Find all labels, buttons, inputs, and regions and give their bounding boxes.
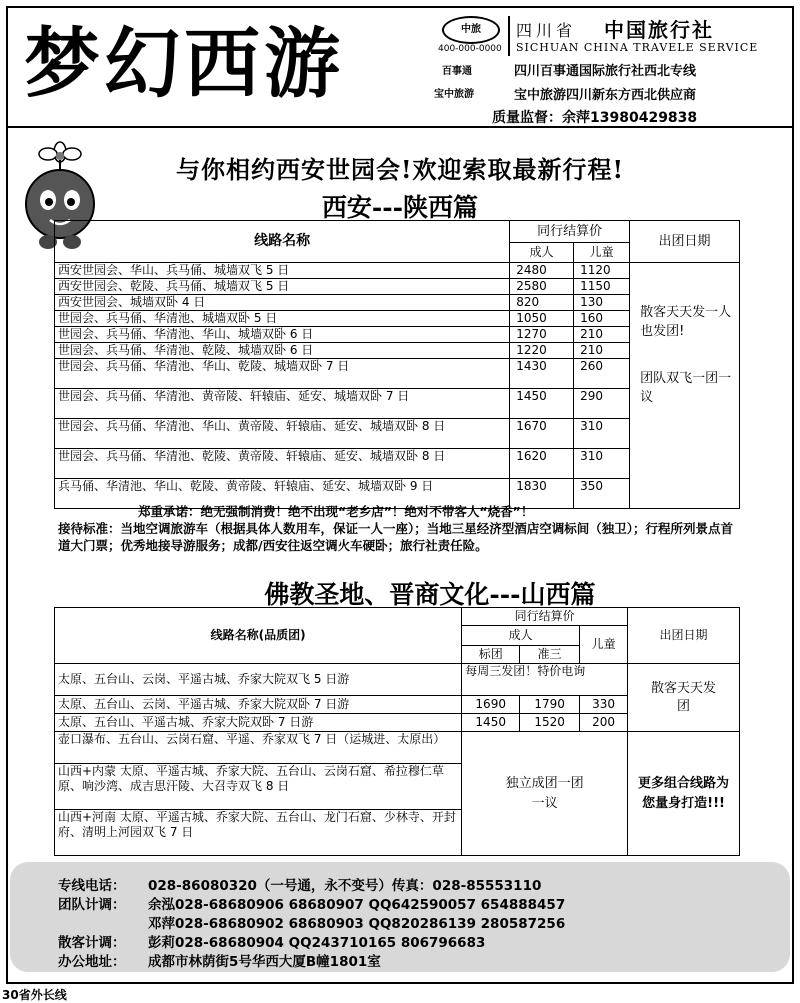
team-value-1: 余泓028-68680906 68680907 QQ642590057 654888457 [148, 897, 566, 913]
page-label: 30省外长线 [2, 988, 67, 1002]
baozhong-logo-icon: 宝中旅游 [434, 89, 474, 100]
child-price: 290 [574, 389, 630, 419]
adult-price: 1220 [510, 343, 574, 359]
partner-1: 四川百事通国际旅行社西北专线 [514, 64, 697, 79]
route-name: 世园会、兵马俑、华清池、乾陵、城墙双卧 6 日 [55, 343, 510, 359]
col-adult: 成人 [510, 243, 574, 263]
col-price: 同行结算价 [462, 608, 628, 626]
child-price: 350 [574, 479, 630, 509]
col-route-name: 线路名称(品质团) [55, 608, 462, 664]
office-value: 成都市林荫街5号华西大厦B幢1801室 [148, 954, 381, 970]
brand-title: 梦幻西游 [24, 19, 344, 108]
child-price: 210 [574, 327, 630, 343]
hotline-row [58, 874, 541, 894]
date-cell [630, 263, 740, 509]
header-divider [6, 126, 794, 128]
std-price: 1450 [462, 714, 520, 732]
retail-value: 彭莉028-68680904 QQ243710165 806796683 [148, 935, 486, 951]
adult-price: 1430 [510, 359, 574, 389]
child-price: 310 [574, 449, 630, 479]
child-price: 130 [574, 295, 630, 311]
date-note-scatter: 散客天天发一人也发团! [640, 305, 732, 339]
team-value-2: 邓萍028-68680902 68680903 QQ820286139 280587256 [148, 916, 566, 932]
section2-title: 佛教圣地、晋商文化---山西篇 [264, 580, 596, 609]
route-name: 世园会、兵马俑、华清池、华山、城墙双卧 6 日 [55, 327, 510, 343]
shanxi-route-table [54, 607, 740, 856]
route-name: 兵马俑、华清池、华山、乾陵、黄帝陵、轩辕庙、延安、城墙双卧 9 日 [55, 479, 510, 509]
col-quasi: 准三 [520, 646, 580, 664]
adult-price: 1620 [510, 449, 574, 479]
std-price: 1690 [462, 696, 520, 714]
shaanxi-route-table [54, 220, 740, 509]
adult-price: 1670 [510, 419, 574, 449]
office-label: 办公地址： [58, 954, 126, 970]
route-name: 世园会、兵马俑、华清池、城墙双卧 5 日 [55, 311, 510, 327]
col-date: 出团日期 [630, 221, 740, 263]
bst-logo-icon: 百事通 [442, 66, 472, 77]
cits-english: SICHUAN CHINA TRAVELE SERVICE [516, 41, 759, 54]
divider [508, 16, 510, 56]
service-notes [58, 503, 738, 554]
route-name: 西安世园会、华山、兵马俑、城墙双飞 5 日 [55, 263, 510, 279]
badge-sub: 400-000-0000 [438, 44, 502, 54]
hotline-label: 专线电话： [58, 878, 126, 894]
cits-name: 中国旅行社 [604, 18, 714, 42]
adult-price: 1270 [510, 327, 574, 343]
route-name: 世园会、兵马俑、华清池、华山、乾陵、城墙双卧 7 日 [55, 359, 510, 389]
adult-price: 1450 [510, 389, 574, 419]
price-note: 每周三发团！特价电询 [462, 664, 628, 696]
route-name: 太原、五台山、云岗、平遥古城、乔家大院双卧 7 日游 [55, 696, 462, 714]
standard-text: 接待标准：当地空调旅游车（根据具体人数用车，保证一人一座）；当地三星经济型酒店空调标间（独卫）；行程所列景点首道大门票；优秀地接导游服务；成都/西安往返空调火车硬卧；旅行社责任险。 [58, 521, 734, 553]
retail-label: 散客计调： [58, 935, 126, 951]
route-name: 山西+河南 太原、平遥古城、乔家大院、五台山、龙门石窟、少林寺、开封府、清明上河园双飞 7 日 [55, 810, 462, 856]
cits-badge-icon: 中旅 [442, 16, 500, 44]
team-row [58, 893, 565, 913]
route-name: 世园会、兵马俑、华清池、黄帝陵、轩辕庙、延安、城墙双卧 7 日 [55, 389, 510, 419]
group-note: 独立成团一团一议 [462, 732, 628, 856]
col-route-name: 线路名称 [55, 221, 510, 263]
route-name: 西安世园会、城墙双卧 4 日 [55, 295, 510, 311]
col-date: 出团日期 [628, 608, 740, 664]
col-child: 儿童 [580, 626, 628, 664]
child-price: 1120 [574, 263, 630, 279]
col-adult: 成人 [462, 626, 580, 646]
child-price: 330 [580, 696, 628, 714]
quasi-price: 1520 [520, 714, 580, 732]
adult-price: 820 [510, 295, 574, 311]
route-name: 壶口瀑布、五台山、云岗石窟、平遥、乔家双飞 7 日（运城进、太原出） [55, 732, 462, 764]
custom-note: 更多组合线路为您量身打造!!! [628, 732, 740, 856]
adult-price: 2480 [510, 263, 574, 279]
route-name: 世园会、兵马俑、华清池、华山、黄帝陵、轩辕庙、延安、城墙双卧 8 日 [55, 419, 510, 449]
date-note-team: 团队双飞一团一议 [640, 371, 732, 405]
child-price: 1150 [574, 279, 630, 295]
child-price: 260 [574, 359, 630, 389]
route-name: 世园会、兵马俑、华清池、乾陵、黄帝陵、轩辕庙、延安、城墙双卧 8 日 [55, 449, 510, 479]
child-price: 310 [574, 419, 630, 449]
contact-footer [10, 862, 790, 972]
section1-title: 西安---陕西篇 [321, 193, 479, 222]
date-note-scatter: 散客天天发团 [628, 664, 740, 732]
route-name: 西安世园会、乾陵、兵马俑、城墙双飞 5 日 [55, 279, 510, 295]
province: 四川省 [516, 21, 577, 40]
col-child: 儿童 [574, 243, 630, 263]
adult-price: 2580 [510, 279, 574, 295]
route-name: 山西+内蒙 太原、平遥古城、乔家大院、五台山、云岗石窟、希拉穆仁草原、响沙湾、成吉思汗陵、大召寺双飞 8 日 [55, 764, 462, 810]
child-price: 160 [574, 311, 630, 327]
child-price: 200 [580, 714, 628, 732]
office-row [58, 950, 381, 970]
col-std: 标团 [462, 646, 520, 664]
quasi-price: 1790 [520, 696, 580, 714]
partner-2: 宝中旅游四川新东方西北供应商 [514, 88, 697, 103]
child-price: 210 [574, 343, 630, 359]
route-name: 太原、五台山、平遥古城、乔家大院双卧 7 日游 [55, 714, 462, 732]
team-label: 团队计调： [58, 897, 126, 913]
adult-price: 1830 [510, 479, 574, 509]
team-row-2 [58, 912, 565, 932]
route-name: 太原、五台山、云岗、平遥古城、乔家大院双飞 5 日游 [55, 664, 462, 696]
main-headline: 与你相约西安世园会!欢迎索取最新行程! [175, 155, 625, 184]
quality-supervision: 质量监督：余萍13980429838 [492, 110, 698, 126]
promise-text: 郑重承诺：绝无强制消费！绝不出现“老乡店”！绝对不带客人“烧香”！ [138, 504, 534, 519]
retail-row [58, 931, 485, 951]
hotline-value: 028-86080320（一号通，永不变号）传真：028-85553110 [148, 878, 542, 894]
adult-price: 1050 [510, 311, 574, 327]
col-price: 同行结算价 [510, 221, 630, 243]
